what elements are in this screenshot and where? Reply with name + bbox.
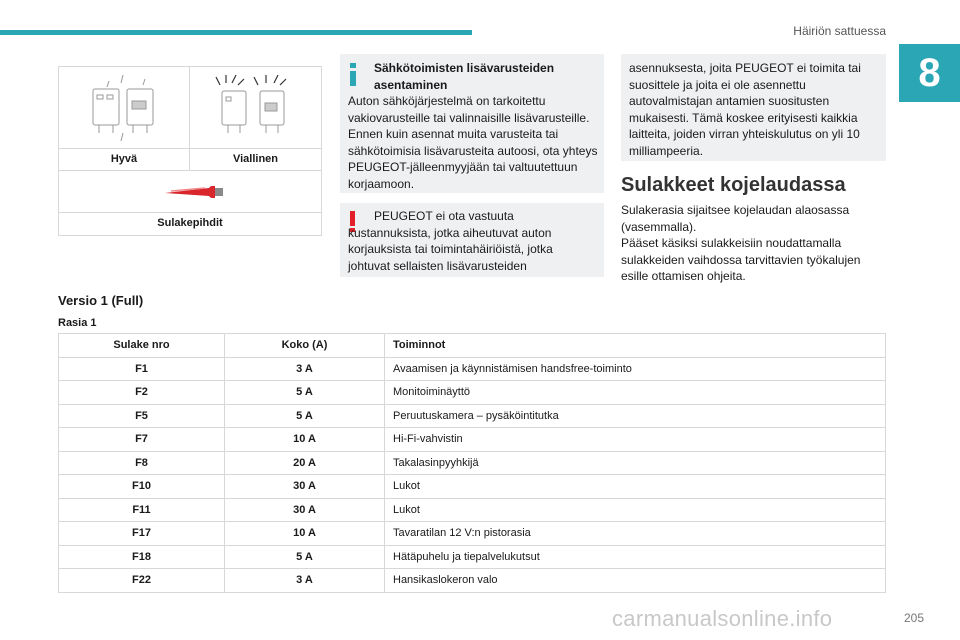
fuse-function: Tavaratilan 12 V:n pistorasia [385,522,886,546]
fuse-puller-label-row [59,213,321,235]
section-para-2: Pääset käsiksi sulakkeisiin noudattamalla sulakkeiden vaihdossa tarvittavien työkalujen esille ottamisen ohjeita. [621,236,861,283]
good-fuse-cell [59,67,190,148]
fuse-function: Lukot [385,475,886,499]
fuse-function: Hätäpuhelu ja tiepalvelukutsut [385,545,886,569]
page-number: 205 [903,611,924,625]
fuse-size: 10 A [225,428,385,452]
fuse-puller-label: Sulakepihdit [157,217,223,229]
chapter-number-badge: 8 [899,44,960,102]
damaged-fuse-label: Viallinen [232,153,279,165]
fuse-table [58,333,886,593]
fuse-no: F7 [59,428,225,452]
fuse-puller-icon [59,171,321,213]
watermark: carmanualsonline.info [612,606,833,631]
table-row [59,381,886,405]
info-note-body: Auton sähköjärjestelmä on tarkoitettu vakiovarusteille tai valinnaisille lisävarusteille. Ennen kuin asennat muita varusteita tai sähkötoimisia lisävarusteita autoosi, ota yhteys PEUGEOT-jälleenmyyjään tai valtuutettuun korjaamoon. [348,94,598,191]
fuse-function: Avaamisen ja käynnistämisen handsfree-toiminto [385,357,886,381]
fuse-size: 30 A [225,475,385,499]
damaged-fuse-icon [190,67,321,149]
box-label: Rasia 1 [58,317,97,329]
info-note [340,54,604,193]
fuse-function: Hansikaslokeron valo [385,569,886,593]
fuse-size: 5 A [225,404,385,428]
info-icon-bar [350,71,356,86]
table-row [59,569,886,593]
table-row [59,428,886,452]
section-body [621,202,889,285]
fuse-function: Lukot [385,498,886,522]
table-row [59,498,886,522]
fuse-size: 30 A [225,498,385,522]
fuse-illustration-table [58,66,322,236]
fuse-image-row [59,67,321,149]
table-row [59,451,886,475]
good-label-cell [59,149,190,170]
fuse-label-row [59,149,321,171]
fuse-puller-image-row [59,171,321,213]
fuse-size: 3 A [225,569,385,593]
table-row [59,522,886,546]
fuse-no: F17 [59,522,225,546]
col-header-fuse-no: Sulake nro [59,334,225,358]
fuse-no: F8 [59,451,225,475]
fuse-no: F11 [59,498,225,522]
table-row [59,357,886,381]
fuse-size: 20 A [225,451,385,475]
fuse-no: F18 [59,545,225,569]
table-row [59,545,886,569]
fuse-size: 3 A [225,357,385,381]
section-title: Sulakkeet kojelaudassa [621,174,846,196]
chapter-title: Häiriön sattuessa [793,24,886,38]
fuse-no: F22 [59,569,225,593]
damaged-fuse-cell [190,67,321,148]
header-accent-bar [0,30,472,35]
continuation-note-body: asennuksesta, joita PEUGEOT ei toimita tai suosittele ja joita ei ole asennettu autovalmistajan antamien suositusten mukaisesti. Tämä koskee erityisesti kaikkia laitteita, joiden virran yhteiskulutus on yli 10 milliampeeria. [629,61,861,158]
info-note-heading: Sähkötoimisten lisävarusteiden asentaminen [374,61,555,92]
table-row [59,404,886,428]
section-para-1: Sulakerasia sijaitsee kojelaudan alaosassa (vasemmalla). [621,203,850,234]
fuse-function: Hi-Fi-vahvistin [385,428,886,452]
good-fuse-icon [59,67,190,149]
version-title: Versio 1 (Full) [58,293,144,308]
fuse-function: Takalasinpyyhkijä [385,451,886,475]
fuse-function: Monitoiminäyttö [385,381,886,405]
good-fuse-label: Hyvä [110,153,138,165]
fuse-size: 10 A [225,522,385,546]
fuse-no: F2 [59,381,225,405]
continuation-note [621,54,886,161]
warning-note [340,203,604,277]
fuse-no: F5 [59,404,225,428]
damaged-label-cell [190,149,321,170]
col-header-functions: Toiminnot [385,334,886,358]
fuse-no: F10 [59,475,225,499]
table-row [59,475,886,499]
info-icon [350,63,356,68]
fuse-size: 5 A [225,381,385,405]
col-header-size: Koko (A) [225,334,385,358]
table-header-row [59,334,886,358]
fuse-function: Peruutuskamera – pysäköintitutka [385,404,886,428]
warning-note-body: PEUGEOT ei ota vastuuta kustannuksista, jotka aiheutuvat auton korjauksista tai toimintahäiriöistä, jotka johtuvat sellaisten lisävarusteiden [348,209,553,273]
fuse-no: F1 [59,357,225,381]
fuse-size: 5 A [225,545,385,569]
